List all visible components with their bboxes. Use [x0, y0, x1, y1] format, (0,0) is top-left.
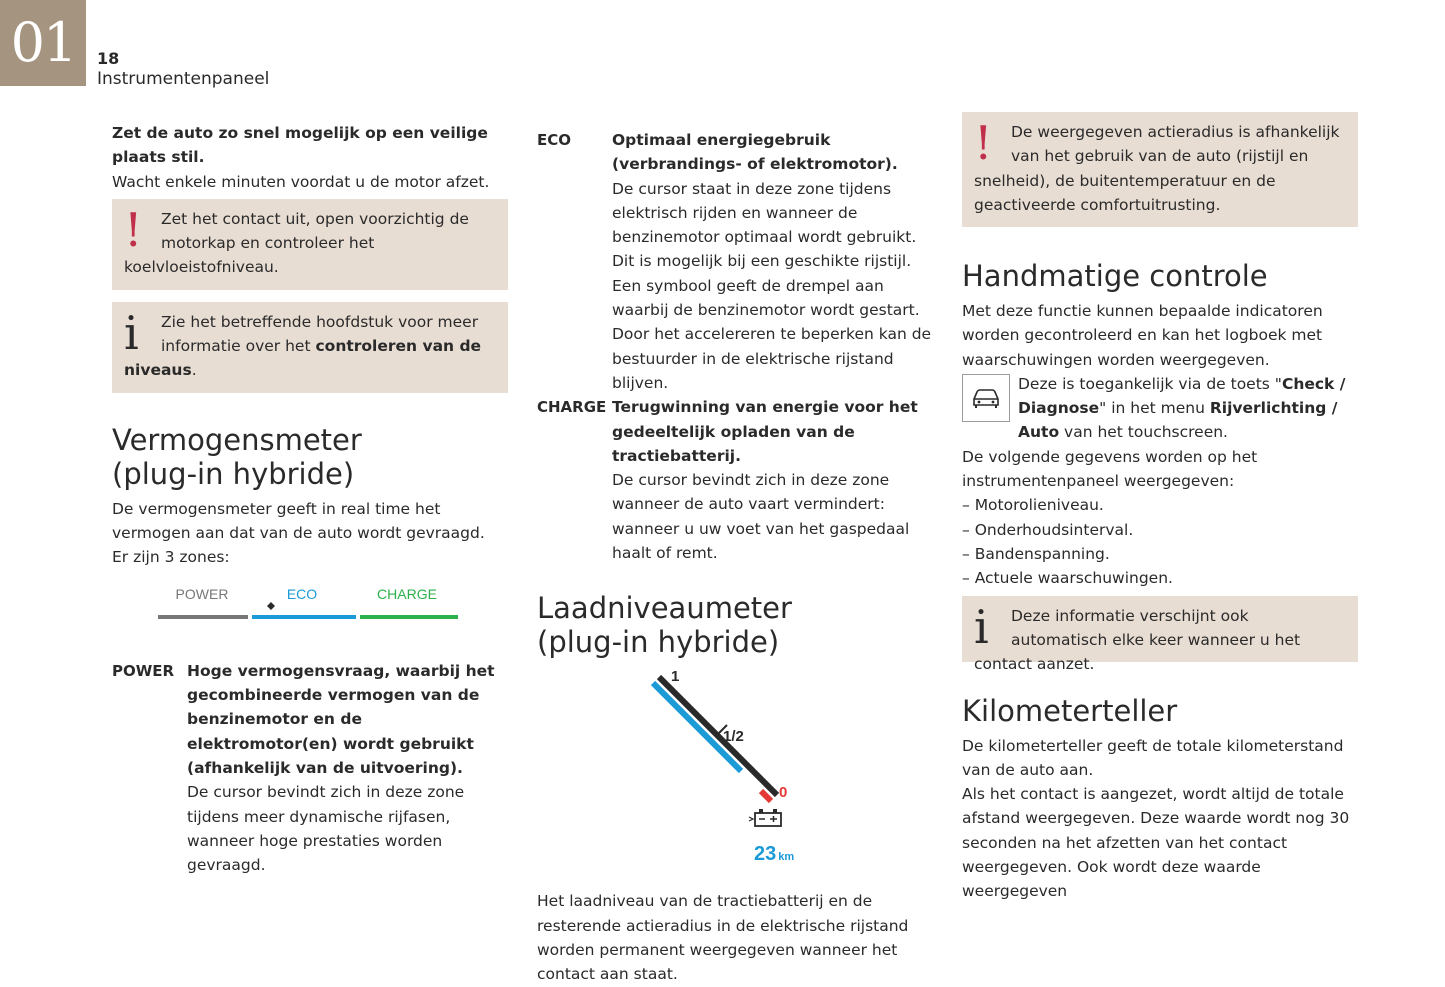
info-icon: i: [124, 305, 139, 360]
gauge-bar-eco: [252, 615, 356, 619]
odometer-heading: Kilometerteller: [962, 693, 1178, 728]
manual-check-description: Met deze functie kunnen bepaalde indicatoren worden gecontroleerd en kan het logboek met waarschuwingen worden weergegeven.: [962, 302, 1323, 369]
access-text-post: van het touchscreen.: [1059, 423, 1228, 442]
access-bold-1: Check / Diagnose: [1018, 374, 1346, 418]
info-text-post: .: [191, 361, 197, 380]
power-meter-heading: Vermogensmeter (plug-in hybride): [112, 422, 362, 491]
auto-info-text: Deze informatie verschijnt ook automatisch elke keer wanneer u het contact aanzet.: [974, 606, 1301, 674]
access-text-pre: Deze is toegankelijk via de toets ": [1018, 374, 1282, 393]
power-bold: Hoge vermogensvraag, waarbij het gecombineerde vermogen van de benzinemotor en de elektromotor(en) wordt gebruikt (afhankelijk van de uitvoering).: [187, 661, 495, 777]
intro-text: Wacht enkele minuten voordat u de motor afzet.: [112, 172, 490, 191]
power-text: De cursor bevindt zich in deze zone tijdens meer dynamische rijfasen, wanneer hoge prestaties worden gevraagd.: [187, 783, 465, 875]
info-text-pre: Zie het betreffende hoofdstuk voor meer informatie over het: [161, 312, 479, 356]
warning-box: [112, 199, 508, 290]
list-item: – Motorolieniveau.: [962, 493, 1358, 517]
eco-text-2: Een symbool geeft de drempel aan waarbij de benzinemotor wordt gestart. Door het accelereren te beperken kan de bestuurder in de elektrische rijstand blijven.: [612, 276, 932, 392]
eco-definition: [537, 128, 935, 395]
charge-level-meter: [537, 669, 935, 884]
list-item: – Actuele waarschuwingen.: [962, 566, 1358, 590]
column-1: [112, 112, 508, 877]
column-2: [537, 112, 935, 987]
eco-text-1: De cursor staat in deze zone tijdens elektrisch rijden en wanneer de benzinemotor optimaal wordt gebruikt. Dit is mogelijk bij een geschikte rijstijl.: [612, 179, 917, 271]
power-description: [187, 659, 508, 878]
charge-bold: Terugwinning van energie voor het gedeeltelijk opladen van de tractiebatterij.: [612, 398, 918, 465]
info-box: [112, 302, 508, 393]
charge-description: [612, 395, 935, 565]
displayed-data-intro: De volgende gegevens worden op het instrumentenpaneel weergegeven:: [962, 447, 1258, 491]
meter-label-half: 1/2: [723, 728, 744, 746]
intro-paragraph: [112, 121, 508, 194]
car-icon: [970, 387, 1002, 409]
access-bold-3: Auto: [1018, 423, 1060, 442]
warning-icon: !: [974, 116, 993, 170]
meter-label-empty: 0: [779, 784, 788, 802]
access-paragraph: [962, 372, 1358, 445]
chapter-number: 01: [0, 0, 86, 86]
gauge-bar-power: [158, 615, 248, 619]
range-warning-text: De weergegeven actieradius is afhankelijk van het gebruik van de auto (rijstijl en snelheid), de buitentemperatuur en de geactiveerde comfortuitrusting.: [974, 123, 1340, 214]
column-3: [962, 112, 1358, 904]
power-term: POWER: [112, 661, 175, 680]
power-definition: [112, 659, 508, 878]
check-diagnose-button[interactable]: [962, 374, 1010, 422]
gauge-label-charge: CHARGE: [377, 585, 437, 602]
range-warning-box: [962, 112, 1358, 227]
meter-label-full: 1: [671, 669, 680, 686]
eco-description: [612, 128, 935, 395]
charge-meter-heading: Laadniveaumeter (plug-in hybride): [537, 591, 792, 660]
meter-fill-blue: [653, 683, 741, 771]
zones-intro: Er zijn 3 zones:: [112, 548, 230, 567]
odometer-details: Als het contact is aangezet, wordt altijd de totale afstand weergegeven. Deze waarde wordt nog 30 seconden na het afzetten van het contact weergegeven. Ook wordt deze waarde weergegeven: [962, 785, 1350, 901]
warning-text: Zet het contact uit, open voorzichtig de motorkap en controleer het koelvloeistofniveau.: [124, 209, 469, 277]
range-value: [754, 843, 794, 865]
auto-info-box: [962, 596, 1358, 674]
warning-icon: !: [124, 202, 143, 257]
access-text-mid: " in het menu: [1099, 399, 1210, 418]
gauge-bar-charge: [360, 615, 458, 619]
info-bold-2: niveaus: [124, 361, 192, 380]
power-gauge: [112, 575, 508, 625]
meter-fill-red: [761, 791, 771, 801]
eco-term: ECO: [537, 131, 572, 149]
charge-term: CHARGE: [537, 398, 607, 417]
meter-scale-line: [659, 677, 777, 795]
access-bold-2: Rijverlichting /: [1209, 399, 1338, 418]
odometer-description: De kilometerteller geeft de totale kilometerstand van de auto aan.: [962, 736, 1344, 779]
charge-text: De cursor bevindt zich in deze zone wanneer de auto vaart vermindert: wanneer u uw voet van het gaspedaal haalt of remt.: [612, 471, 910, 563]
info-bold-1: controleren van de: [315, 337, 482, 356]
gauge-label-eco: ECO: [286, 585, 318, 602]
page-number: 18: [97, 49, 120, 68]
range-unit: km: [778, 851, 795, 864]
charge-definition: [537, 395, 935, 565]
battery-icon: [749, 809, 781, 826]
eco-bold: Optimaal energiegebruik (verbrandings- of elektromotor).: [612, 131, 898, 174]
charge-meter-description: Het laadniveau van de tractiebatterij en de resterende actieradius in de elektrische rijstand worden permanent weergegeven wanneer het contact aan staat.: [537, 892, 909, 984]
list-item: – Onderhoudsinterval.: [962, 518, 1358, 542]
range-number: 23: [754, 843, 777, 866]
gauge-threshold-marker: [267, 602, 275, 610]
intro-bold: Zet de auto zo snel mogelijk op een veilige plaats stil.: [112, 124, 488, 167]
gauge-label-power: POWER: [175, 585, 229, 602]
section-title: Instrumentenpaneel: [97, 69, 270, 89]
list-item: – Bandenspanning.: [962, 542, 1358, 566]
manual-check-heading: Handmatige controle: [962, 259, 1268, 293]
displayed-data-list: [962, 493, 1358, 590]
info-icon: i: [974, 599, 989, 654]
power-meter-description: De vermogensmeter geeft in real time het vermogen aan dat van de auto wordt gevraagd.: [112, 499, 485, 543]
